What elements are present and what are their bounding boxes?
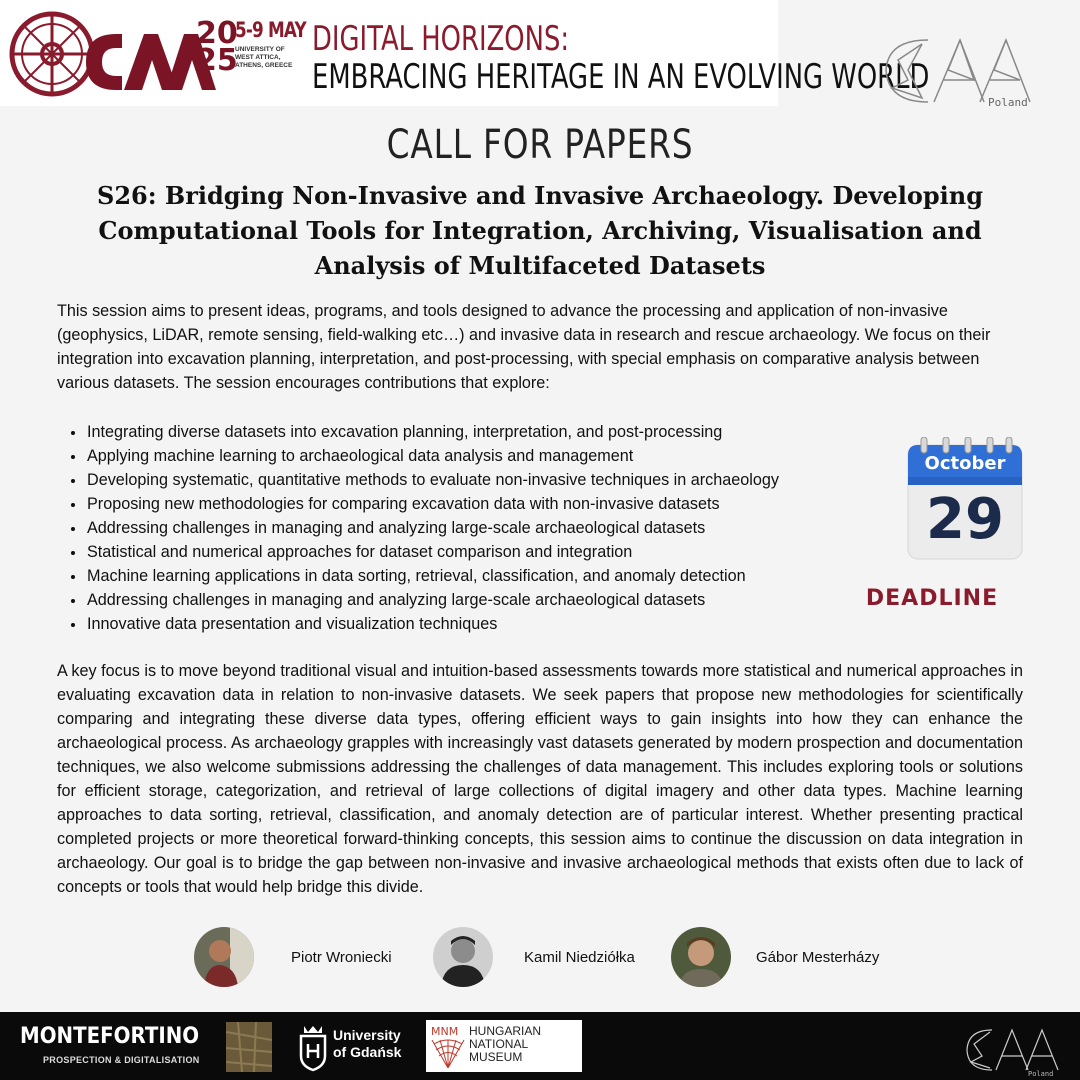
ug-name-line2: of Gdańsk <box>333 1044 402 1060</box>
conference-banner <box>0 0 930 106</box>
list-item: Developing systematic, quantitative methods to evaluate non-invasive techniques in archaeology <box>58 468 858 492</box>
organizer <box>194 926 392 988</box>
headline-line1: DIGITAL HORIZONS: <box>312 19 570 59</box>
conference-headline <box>312 19 930 97</box>
headline-line2: EMBRACING HERITAGE IN AN EVOLVING WORLD <box>312 57 930 97</box>
svg-text:MNM: MNM <box>431 1025 459 1038</box>
list-item: Integrating diverse datasets into excavation planning, interpretation, and post-processing <box>58 420 858 444</box>
topics-list <box>58 420 858 636</box>
conference-year <box>196 16 238 78</box>
event-location: UNIVERSITY OF WEST ATTICA, ATHENS, GREECE <box>235 46 293 69</box>
list-item: Statistical and numerical approaches for dataset comparison and integration <box>58 540 858 564</box>
list-item: Machine learning applications in data sorting, retrieval, classification, and anomaly detection <box>58 564 858 588</box>
avatar <box>671 927 731 987</box>
year-bottom: 25 <box>196 43 238 78</box>
event-dates: 5-9 MAY <box>235 18 306 42</box>
organizer <box>433 926 635 988</box>
list-item: Applying machine learning to archaeological data analysis and management <box>58 444 858 468</box>
university-of-gdansk-icon <box>298 1022 328 1072</box>
organizer-name: Piotr Wroniecki <box>291 948 392 966</box>
organizer <box>671 926 879 988</box>
hnm-line2: NATIONAL <box>469 1037 529 1051</box>
deadline-label: DEADLINE <box>865 586 999 611</box>
deadline-month: October <box>924 453 1006 474</box>
avatar <box>433 927 493 987</box>
caa-poland-footer-logo <box>962 1024 1062 1078</box>
caa-poland-footer-logo-text: Poland <box>1028 1070 1054 1078</box>
organizers <box>0 926 1080 988</box>
hnm-emblem-icon <box>430 1024 466 1068</box>
montefortino-image <box>226 1022 272 1072</box>
montefortino-logo-subtitle: PROSPECTION & DIGITALISATION <box>43 1055 200 1065</box>
caa-conference-logo <box>6 4 226 100</box>
hungarian-national-museum-logo <box>426 1020 582 1072</box>
avatar <box>194 927 254 987</box>
year-top: 20 <box>196 16 238 51</box>
hnm-line3: MUSEUM <box>469 1050 523 1064</box>
caa-poland-logo-text: Poland <box>988 96 1028 109</box>
call-for-papers-heading: CALL FOR PAPERS <box>386 122 694 168</box>
list-item: Innovative data presentation and visualization techniques <box>58 612 858 636</box>
event-info <box>235 18 305 70</box>
list-item: Addressing challenges in managing and analyzing large-scale archaeological datasets <box>58 516 858 540</box>
session-body: A key focus is to move beyond traditional visual and intuition-based assessments towards more statistical and numerical approaches in evaluating excavation data in relation to non-invasive datasets. We seek papers that propose new methodologies for scientifically comparing and integrating these diverse data types, offering efficient ways to gain insights into how they can enhance the archaeological process. As archaeology grapples with increasingly vast datasets generated by modern prospection and documentation techniques, we also welcome submissions addressing the challenges of data management. This includes exploring tools or solutions for efficient storage, categorization, and retrieval of large collections of digital imagery and other data types. Machine learning approaches to data sorting, retrieval, classification, and anomaly detection are of particular interest. Whether presenting practical completed projects or more theoretical forward-thinking concepts, this session aims to continue the discussion on data integration in archaeology. Our goal is to bridge the gap between non-invasive and invasive archaeological methods that exists often due to lack of concepts or tools that would help bridge this divide. <box>57 662 1023 896</box>
deadline-day: 29 <box>926 487 1004 552</box>
caa-poland-logo <box>878 30 1038 110</box>
list-item: Proposing new methodologies for comparing excavation data with non-invasive datasets <box>58 492 858 516</box>
session-title: S26: Bridging Non-Invasive and Invasive Archaeology. Developing Computational Tools for Integration, Archiving, Visualisation and Analysis of Multifaceted Datasets <box>96 181 983 280</box>
organizer-name: Kamil Niedziółka <box>524 948 635 966</box>
university-of-gdansk-name <box>333 1027 401 1061</box>
hnm-line1: HUNGARIAN <box>469 1024 542 1038</box>
list-item: Addressing challenges in managing and analyzing large-scale archaeological datasets <box>58 588 858 612</box>
hnm-name <box>469 1025 541 1064</box>
partner-footer <box>0 1012 1080 1080</box>
session-intro: This session aims to present ideas, programs, and tools designed to advance the processing and application of non-invasive (geophysics, LiDAR, remote sensing, field-walking etc…) and invasive data in research and rescue archaeology. We focus on their integration into excavation planning, interpretation, and post-processing, with special emphasis on comparative analysis between various datasets. The session encourages contributions that explore: <box>57 302 991 392</box>
ug-name-line1: University <box>333 1027 401 1043</box>
montefortino-logo-title: MONTEFORTINO <box>20 1024 200 1049</box>
organizer-name: Gábor Mesterházy <box>756 948 880 966</box>
